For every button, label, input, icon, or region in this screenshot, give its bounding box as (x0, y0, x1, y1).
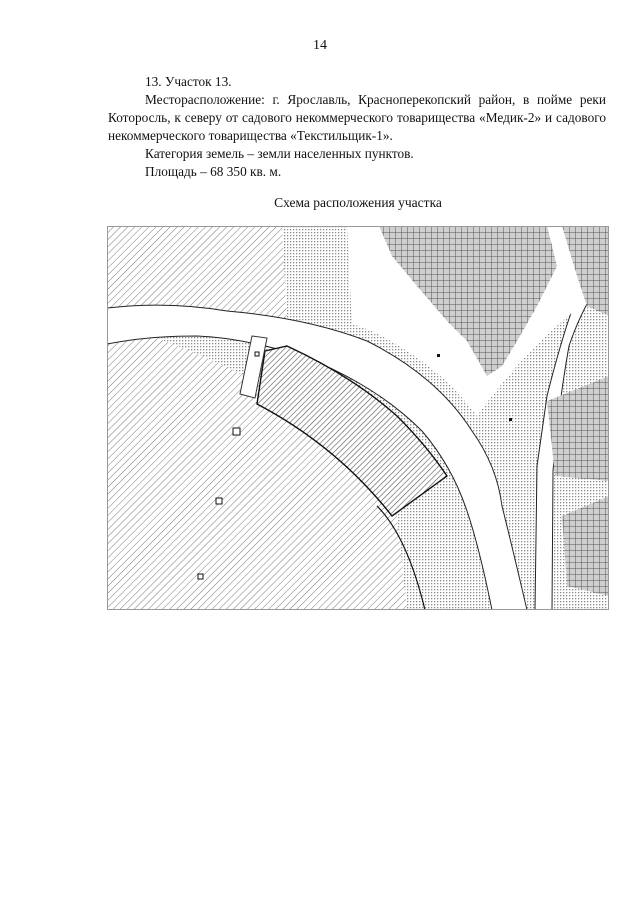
land-category: Категория земель – земли населенных пунктов. (145, 146, 414, 161)
marker-square (216, 498, 222, 504)
parcel-description (108, 73, 606, 181)
location-text: Месторасположение: г. Ярославль, Красноперекопский район, в пойме реки Которосль, к северу от садового некоммерческого товарищества «Медик-2» и садового некоммерческого товарищества «Текстильщик-1». (108, 92, 606, 143)
location-map (107, 226, 609, 610)
parcel-heading: 13. Участок 13. (145, 74, 232, 89)
marker-dot (437, 354, 440, 357)
marker-square (198, 574, 203, 579)
parcel-area: Площадь – 68 350 кв. м. (145, 164, 282, 179)
page-number: 14 (313, 38, 327, 53)
marker-square (233, 428, 240, 435)
scheme-title: Схема расположения участка (274, 195, 442, 210)
marker-square (255, 352, 259, 356)
marker-dot (509, 418, 512, 421)
map-svg (107, 226, 609, 610)
